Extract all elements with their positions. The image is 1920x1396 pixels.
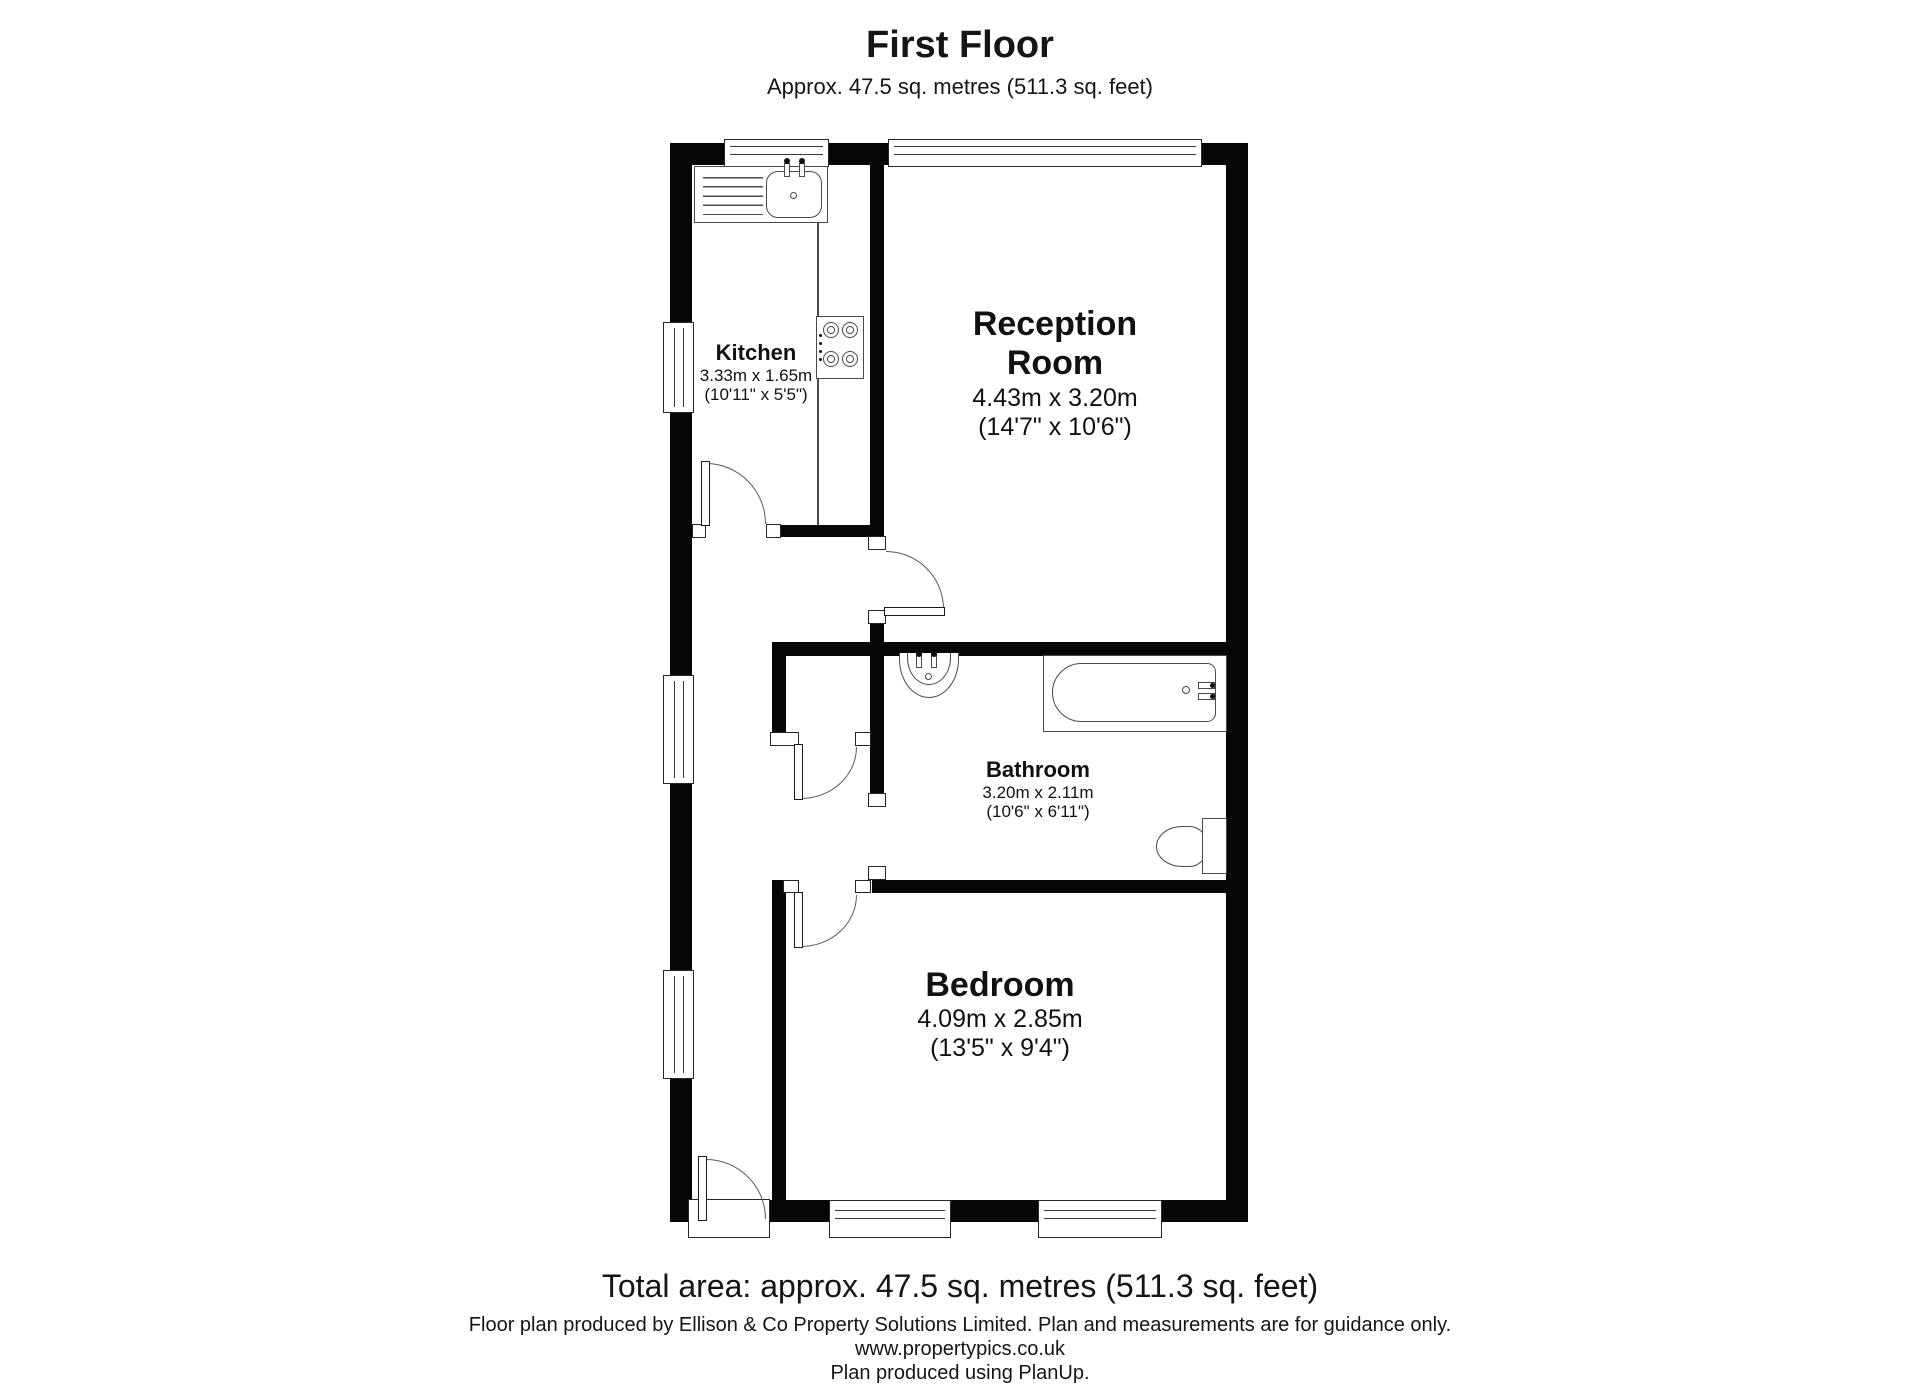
kitchen-door-leaf	[701, 461, 710, 526]
reception-dims-metric: 4.43m x 3.20m	[972, 383, 1138, 412]
bedroom-window-left	[829, 1200, 951, 1238]
website-text: www.propertypics.co.uk	[854, 1338, 1066, 1360]
cupboard-door-jamb	[855, 732, 871, 746]
bathtub-icon	[1043, 655, 1227, 732]
wall-kitchen-hall	[780, 525, 872, 537]
reception-window	[888, 139, 1202, 167]
wall-kitchen-reception-lower	[870, 624, 884, 642]
wall-reception-bathroom	[772, 642, 1228, 656]
entrance-door-leaf	[698, 1156, 707, 1221]
bathroom-name: Bathroom	[986, 757, 1090, 782]
reception-dims-imperial: (14'7" x 10'6")	[978, 412, 1132, 441]
room-label-reception	[935, 305, 1175, 442]
wash-basin-icon	[899, 653, 959, 698]
kitchen-window	[724, 139, 829, 167]
cupboard-door-leaf	[794, 744, 803, 800]
room-label-kitchen	[646, 340, 866, 405]
reception-door-leaf	[884, 607, 945, 616]
reception-name: Reception Room	[972, 305, 1138, 383]
bedroom-name: Bedroom	[925, 966, 1075, 1004]
cupboard-door-swing-arc	[801, 747, 857, 799]
bathroom-dims-imperial: (10'6" x 6'11")	[986, 802, 1090, 822]
toilet-icon	[1156, 826, 1208, 867]
bedroom-dims-metric: 4.09m x 2.85m	[917, 1005, 1083, 1034]
hall-window-middle	[663, 675, 694, 784]
page-title: First Floor	[866, 24, 1054, 66]
kitchen-dims-imperial: (10'11" x 5'5")	[704, 385, 808, 405]
disclaimer-text: Floor plan produced by Ellison & Co Property Solutions Limited. Plan and measurements are for guidance only.	[468, 1314, 1452, 1336]
wall-bathroom-bedroom	[872, 880, 1228, 893]
wall-kitchen-reception	[870, 143, 884, 536]
kitchen-door-swing-arc	[706, 463, 766, 524]
wall-right	[1226, 143, 1248, 1222]
credit-text: Plan produced using PlanUp.	[830, 1362, 1090, 1384]
hall-window-lower	[663, 970, 694, 1079]
sink-tap-icon	[799, 163, 805, 177]
bathroom-opening-jamb	[868, 793, 886, 807]
wall-cupboard-bathroom	[870, 656, 884, 794]
drainer-icon	[703, 177, 763, 215]
reception-door-swing-arc	[886, 551, 944, 609]
kitchen-door-jamb	[766, 524, 781, 538]
bathroom-opening-jamb	[868, 866, 886, 880]
toilet-cistern-icon	[1202, 818, 1227, 874]
kitchen-dims-metric: 3.33m x 1.65m	[699, 365, 813, 385]
page-subtitle: Approx. 47.5 sq. metres (511.3 sq. feet)	[766, 74, 1153, 99]
wall-hall-cupboard	[772, 642, 786, 733]
room-label-bathroom	[918, 757, 1158, 822]
sink-drain-icon	[790, 192, 797, 199]
bedroom-dims-imperial: (13'5" x 9'4")	[930, 1034, 1070, 1063]
sink-tap-icon	[784, 163, 790, 177]
reception-door-jamb	[868, 536, 886, 550]
entrance-door-swing-arc	[706, 1159, 766, 1219]
bedroom-door-swing-arc	[801, 895, 857, 947]
bedroom-door-jamb	[855, 880, 871, 893]
wall-hall-bedroom	[772, 880, 786, 1200]
total-area-text: Total area: approx. 47.5 sq. metres (511.3 sq. feet)	[601, 1268, 1319, 1304]
kitchen-name: Kitchen	[715, 340, 797, 365]
bedroom-door-leaf	[794, 892, 803, 948]
bathroom-dims-metric: 3.20m x 2.11m	[982, 782, 1094, 802]
kitchen-door-jamb	[692, 524, 706, 538]
room-label-bedroom	[860, 966, 1140, 1063]
bedroom-window-right	[1038, 1200, 1162, 1238]
